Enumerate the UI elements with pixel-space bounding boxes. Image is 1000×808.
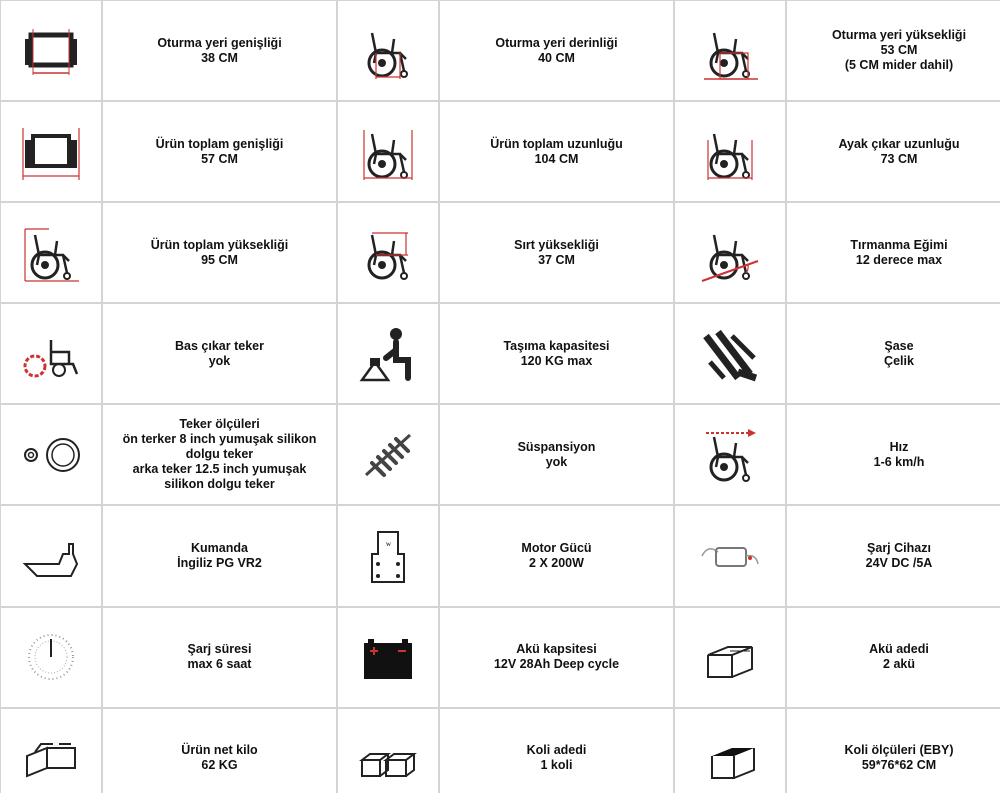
spec-cell: [103, 1, 336, 100]
spec-label: Koli adedi 1 koli: [526, 743, 587, 773]
chassis-icon: [675, 304, 785, 403]
load-capacity-icon: [338, 304, 438, 403]
spec-cell: [103, 102, 336, 201]
spec-cell: [787, 102, 1000, 201]
spec-label: Şase Çelik: [884, 338, 914, 368]
spec-label: Ürün net kilo 62 KG: [181, 743, 258, 773]
charge-time-icon: [1, 608, 101, 707]
spec-cell: [103, 405, 336, 504]
climb-slope-icon: [675, 203, 785, 302]
spec-label: Ayak çıkar uzunluğu 73 CM: [838, 136, 960, 166]
battery-icon: [338, 608, 438, 707]
spec-label: Şarj Cihazı 24V DC /5A: [865, 541, 933, 571]
spec-cell: [440, 608, 673, 707]
motor-icon: [338, 506, 438, 605]
spec-cell: [787, 304, 1000, 403]
spec-label: Şarj süresi max 6 saat: [187, 642, 252, 672]
total-width-icon: [1, 102, 101, 201]
spec-label: Akü kapsitesi 12V 28Ah Deep cycle: [493, 642, 620, 672]
spec-label: Oturma yeri derinliği 40 CM: [495, 35, 618, 65]
spec-cell: [787, 506, 1000, 605]
spec-cell: [103, 304, 336, 403]
charger-icon: [675, 506, 785, 605]
spec-label: Bas çıkar teker yok: [175, 338, 264, 368]
spec-label: Tırmanma Eğimi 12 derece max: [850, 237, 948, 267]
spec-cell: [787, 203, 1000, 302]
spec-label: Oturma yeri yüksekliği 53 CM (5 CM mider dahil): [831, 28, 967, 73]
spec-label: Süspansiyon yok: [517, 439, 596, 469]
seat-height-icon: [675, 1, 785, 100]
total-length-icon: [338, 102, 438, 201]
spec-cell: [787, 608, 1000, 707]
seat-depth-icon: [338, 1, 438, 100]
spec-label: Akü adedi 2 akü: [869, 642, 929, 672]
total-height-icon: [1, 203, 101, 302]
spec-cell: [103, 506, 336, 605]
suspension-icon: [338, 405, 438, 504]
svg-text:w: w: [386, 540, 392, 549]
spec-cell: [103, 608, 336, 707]
back-height-icon: [338, 203, 438, 302]
spec-label: Ürün toplam yüksekliği 95 CM: [150, 237, 289, 267]
spec-cell: [103, 203, 336, 302]
speed-icon: [675, 405, 785, 504]
spec-label: Motor Gücü 2 X 200W: [521, 541, 592, 571]
spec-label: Ürün toplam uzunluğu 104 CM: [490, 136, 623, 166]
spec-cell: [787, 405, 1000, 504]
spec-cell: [440, 506, 673, 605]
wheel-size-icon: [1, 405, 101, 504]
battery-count-icon: [675, 608, 785, 707]
spec-cell: [440, 304, 673, 403]
spec-cell: [440, 203, 673, 302]
footrest-length-icon: [675, 102, 785, 201]
seat-width-icon: [1, 1, 101, 100]
spec-label: Taşıma kapasitesi 120 KG max: [503, 338, 610, 368]
spec-cell: [440, 1, 673, 100]
spec-label: Sırt yüksekliği 37 CM: [514, 237, 599, 267]
spec-label: Koli ölçüleri (EBY) 59*76*62 CM: [844, 743, 954, 773]
spec-cell: [440, 405, 673, 504]
spec-label: Teker ölçüleri ön terker 8 inch yumuşak silikon dolgu teker arka teker 12.5 inch yumuşak silikon dolgu teker: [122, 417, 317, 492]
spec-cell: [787, 1, 1000, 100]
spec-label: Hız 1-6 km/h: [873, 439, 925, 469]
controller-icon: [1, 506, 101, 605]
spec-label: Ürün toplam genişliği 57 CM: [155, 136, 284, 166]
spec-label: Oturma yeri genişliği 38 CM: [157, 35, 282, 65]
anti-tip-wheel-icon: [1, 304, 101, 403]
spec-label: Kumanda İngiliz PG VR2: [177, 541, 262, 571]
spec-cell: [440, 102, 673, 201]
